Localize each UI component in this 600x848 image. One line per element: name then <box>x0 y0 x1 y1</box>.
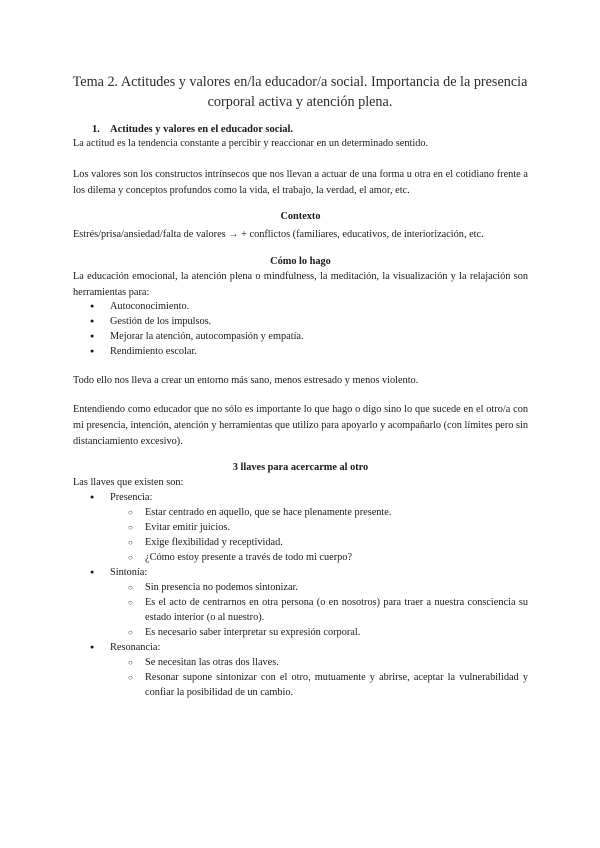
sublist-item: ○ ¿Cómo estoy presente a través de todo mi cuerpo? <box>110 550 528 565</box>
llave-label: Resonancia: <box>110 642 161 653</box>
como-intro: La educación emocional, la atención plena o mindfulness, la meditación, la visualización y la relajación son herramientas para: <box>73 271 528 298</box>
section-heading <box>92 124 293 135</box>
llave-label: Sintonía: <box>110 567 148 578</box>
presencia-sublist <box>110 505 528 565</box>
list-item-resonancia <box>73 640 528 700</box>
sublist-item: ○ Evitar emitir juicios. <box>110 520 528 535</box>
valores-definition: Los valores son los constructos intrínsecos que nos llevan a actuar de una forma u otra en el cotidiano frente a los dilema y conceptos profundos como la vida, el trabajo, la verdad, el amor, etc. <box>73 169 528 196</box>
sublist-item: ○ Exige flexibilidad y receptividad. <box>110 535 528 550</box>
herramientas-list <box>73 299 528 359</box>
sublist-item: ○ Estar centrado en aquello, que se hace plenamente presente. <box>110 505 528 520</box>
sublist-item: ○ Resonar supone sintonizar con el otro, mutuamente y abrirse, aceptar la vulnerabilidad y confiar la posibilidad de un cambio. <box>110 670 528 700</box>
document-title: Tema 2. Actitudes y valores en/la educador/a social. Importancia de la presencia corporal activa y atención plena. <box>72 74 528 110</box>
list-item: ● Mejorar la atención, autocompasión y empatía. <box>73 329 528 344</box>
llaves-list <box>73 490 528 700</box>
list-item: ● Autoconocimiento. <box>73 299 528 314</box>
list-item: ● Rendimiento escolar. <box>73 344 528 359</box>
llave-label: Presencia: <box>110 492 153 503</box>
sublist-item: ○ Se necesitan las otras dos llaves. <box>110 655 528 670</box>
entorno-paragraph: Todo ello nos lleva a crear un entorno más sano, menos estresado y menos violento. <box>73 375 419 386</box>
sublist-item: ○ Sin presencia no podemos sintonizar. <box>110 580 528 595</box>
contexto-text: Estrés/prisa/ansiedad/falta de valores → + conflictos (familiares, educativos, de interiorización, etc. <box>73 229 484 240</box>
actitud-definition: La actitud es la tendencia constante a percibir y reaccionar en un determinado sentido. <box>73 138 429 149</box>
llaves-heading: 3 llaves para acercarme al otro <box>232 462 369 473</box>
list-item-presencia <box>73 490 528 565</box>
contexto-heading: Contexto <box>280 211 321 222</box>
sublist-item: ○ Es el acto de centrarnos en otra persona (o en nosotros) para traer a nuestra consciencia su estado interior (o al nuestro). <box>110 595 528 625</box>
llaves-intro: Las llaves que existen son: <box>73 477 184 488</box>
section-number: 1. <box>92 124 100 135</box>
como-heading: Cómo lo hago <box>270 256 331 267</box>
educador-paragraph: Entendiendo como educador que no sólo es importante lo que hago o digo sino lo que sucede en el otro/a con mi presencia, intención, atención y herramientas que utilizo para apoyarlo y acompañarlo (con límites pero sin distanciamiento excesivo). <box>73 404 528 447</box>
sublist-item: ○ Es necesario saber interpretar su expresión corporal. <box>110 625 528 640</box>
sintonia-sublist <box>110 580 528 640</box>
list-item: ● Gestión de los impulsos. <box>73 314 528 329</box>
resonancia-sublist <box>110 655 528 700</box>
section-heading-text: Actitudes y valores en el educador social. <box>110 124 294 135</box>
list-item-sintonia <box>73 565 528 640</box>
